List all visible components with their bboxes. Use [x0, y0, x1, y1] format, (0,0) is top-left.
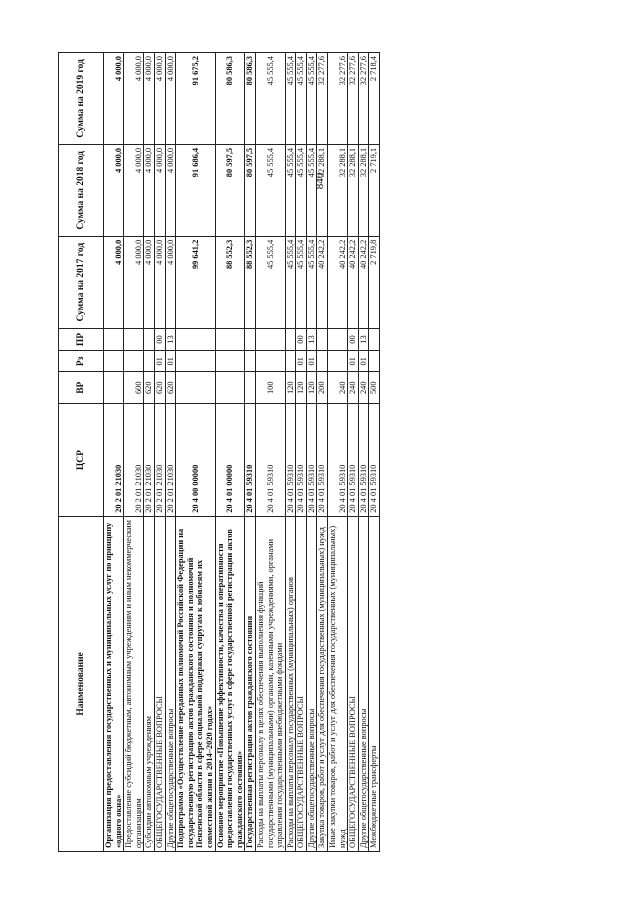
row-rz	[317, 351, 328, 372]
row-sum-2018: 32 288,1	[348, 144, 359, 236]
row-sum-2018: 32 288,1	[317, 144, 328, 236]
row-rz	[245, 351, 256, 372]
row-csr: 20 4 01 59310	[306, 404, 317, 517]
row-name: Иные закупки товаров, работ и услуг для обеспечения государственных (муниципальных) нужд	[328, 516, 348, 851]
row-sum-2017: 45 555,4	[296, 236, 307, 328]
row-sum-2017: 2 719,8	[369, 236, 380, 328]
row-csr: 20 2 01 21030	[165, 404, 176, 517]
row-pr	[317, 328, 328, 351]
row-rz	[369, 351, 380, 372]
table-row	[255, 53, 285, 852]
row-pr	[176, 328, 215, 351]
row-pr: 00	[348, 328, 359, 351]
row-vr: 120	[285, 372, 296, 404]
row-vr: 600	[124, 372, 144, 404]
row-pr	[255, 328, 285, 351]
table-row	[358, 53, 369, 852]
row-pr: 13	[165, 328, 176, 351]
row-rz	[104, 351, 124, 372]
table-row	[245, 53, 256, 852]
row-sum-2019: 32 277,6	[317, 53, 328, 145]
row-rz: 01	[358, 351, 369, 372]
row-pr	[328, 328, 348, 351]
row-name: Подпрограмма «Осуществление переданных полномочий Российской Федерации на государственную регистрацию актов гражданского состояния и полномочий Пензенской области в сфере социальной поддержки супругам к юбилеям их совместной жизни в 2014–2020 годах»	[176, 516, 215, 851]
row-sum-2019: 45 555,4	[255, 53, 285, 145]
row-rz	[215, 351, 245, 372]
row-sum-2019: 32 277,6	[328, 53, 348, 145]
row-sum-2017: 45 555,4	[306, 236, 317, 328]
row-sum-2017: 45 555,4	[285, 236, 296, 328]
row-csr: 20 4 01 59310	[369, 404, 380, 517]
row-name: Субсидии автономным учреждениям	[144, 516, 155, 851]
row-sum-2018: 32 288,1	[328, 144, 348, 236]
row-pr	[245, 328, 256, 351]
row-sum-2017: 4 000,0	[124, 236, 144, 328]
row-sum-2019: 91 675,2	[176, 53, 215, 145]
row-sum-2017: 4 000,0	[165, 236, 176, 328]
row-sum-2019: 45 555,4	[285, 53, 296, 145]
row-sum-2018: 4 000,0	[104, 144, 124, 236]
row-sum-2017: 88 552,3	[245, 236, 256, 328]
row-vr: 240	[348, 372, 359, 404]
table-row	[317, 53, 328, 852]
row-sum-2018: 80 597,5	[215, 144, 245, 236]
row-csr: 20 4 01 59310	[285, 404, 296, 517]
row-vr	[104, 372, 124, 404]
row-rz	[144, 351, 155, 372]
row-rz: 01	[306, 351, 317, 372]
row-sum-2019: 45 555,4	[306, 53, 317, 145]
row-csr: 20 4 01 59310	[348, 404, 359, 517]
table-row	[285, 53, 296, 852]
table-header-row	[59, 53, 104, 852]
row-vr	[215, 372, 245, 404]
row-sum-2018: 91 686,4	[176, 144, 215, 236]
row-pr	[369, 328, 380, 351]
row-sum-2018: 45 555,4	[306, 144, 317, 236]
table-row	[176, 53, 215, 852]
row-vr: 240	[328, 372, 348, 404]
header-name: Наименование	[59, 516, 104, 851]
row-sum-2019: 32 277,6	[358, 53, 369, 145]
row-pr: 13	[358, 328, 369, 351]
row-sum-2018: 32 288,1	[358, 144, 369, 236]
page-number: 840	[314, 172, 326, 190]
row-vr: 620	[154, 372, 165, 404]
table-row	[328, 53, 348, 852]
row-name: ОБЩЕГОСУДАРСТВЕННЫЕ ВОПРОСЫ	[154, 516, 165, 851]
row-vr	[245, 372, 256, 404]
row-name: Расходы на выплаты персоналу в целях обеспечения выполнения функций государственными (муниципальными) органами, казенными учреждениями, органами управления государственными внебюджетными фондами	[255, 516, 285, 851]
row-rz: 01	[296, 351, 307, 372]
row-csr: 20 2 01 21030	[124, 404, 144, 517]
row-sum-2018: 45 555,4	[285, 144, 296, 236]
row-sum-2019: 80 586,3	[245, 53, 256, 145]
row-rz: 01	[165, 351, 176, 372]
row-vr: 100	[255, 372, 285, 404]
row-csr: 20 4 01 59310	[296, 404, 307, 517]
header-sum-2018: Сумма на 2018 год	[59, 144, 104, 236]
row-vr: 240	[358, 372, 369, 404]
row-pr: 13	[306, 328, 317, 351]
row-rz: 01	[154, 351, 165, 372]
header-pr: ПР	[59, 328, 104, 351]
row-sum-2017: 45 555,4	[255, 236, 285, 328]
table-row	[104, 53, 124, 852]
row-vr: 120	[296, 372, 307, 404]
row-rz	[124, 351, 144, 372]
row-sum-2019: 4 000,0	[124, 53, 144, 145]
row-pr: 00	[154, 328, 165, 351]
row-name: Расходы на выплаты персоналу государственных (муниципальных) органов	[285, 516, 296, 851]
row-vr: 120	[306, 372, 317, 404]
row-sum-2017: 40 242,2	[328, 236, 348, 328]
row-csr: 20 4 01 59310	[317, 404, 328, 517]
row-pr	[124, 328, 144, 351]
row-csr: 20 4 01 59310	[328, 404, 348, 517]
row-sum-2017: 4 000,0	[144, 236, 155, 328]
row-csr: 20 2 01 21030	[144, 404, 155, 517]
row-csr: 20 2 01 21030	[104, 404, 124, 517]
row-sum-2019: 80 586,3	[215, 53, 245, 145]
row-sum-2018: 80 597,5	[245, 144, 256, 236]
row-vr	[176, 372, 215, 404]
table-row	[154, 53, 165, 852]
row-sum-2017: 4 000,0	[104, 236, 124, 328]
row-name: Другие общегосударственные вопросы	[358, 516, 369, 851]
row-sum-2018: 45 555,4	[255, 144, 285, 236]
table-row	[215, 53, 245, 852]
row-sum-2017: 88 552,3	[215, 236, 245, 328]
table-row	[165, 53, 176, 852]
row-sum-2018: 4 000,0	[144, 144, 155, 236]
row-csr: 20 4 01 59310	[358, 404, 369, 517]
row-sum-2017: 40 242,2	[317, 236, 328, 328]
row-sum-2019: 4 000,0	[104, 53, 124, 145]
row-sum-2019: 2 718,4	[369, 53, 380, 145]
header-sum-2019: Сумма на 2019 год	[59, 53, 104, 145]
row-rz	[285, 351, 296, 372]
table-row	[369, 53, 380, 852]
row-csr: 20 4 01 59310	[255, 404, 285, 517]
table-row	[144, 53, 155, 852]
row-sum-2017: 40 242,2	[348, 236, 359, 328]
row-rz	[255, 351, 285, 372]
budget-table	[58, 52, 380, 852]
row-name: ОБЩЕГОСУДАРСТВЕННЫЕ ВОПРОСЫ	[348, 516, 359, 851]
row-pr	[104, 328, 124, 351]
row-sum-2018: 4 000,0	[165, 144, 176, 236]
row-csr: 20 2 01 21030	[154, 404, 165, 517]
table-row	[124, 53, 144, 852]
row-sum-2019: 45 555,4	[296, 53, 307, 145]
row-vr: 200	[317, 372, 328, 404]
row-vr: 620	[165, 372, 176, 404]
table-row	[296, 53, 307, 852]
row-name: Другие общегосударственные вопросы	[306, 516, 317, 851]
row-csr: 20 4 01 00000	[215, 404, 245, 517]
row-sum-2019: 32 277,6	[348, 53, 359, 145]
row-sum-2017: 99 641,2	[176, 236, 215, 328]
budget-table-container	[58, 52, 598, 852]
row-name: Закупка товаров, работ и услуг для обеспечения государственных (муниципальных) нужд	[317, 516, 328, 851]
row-pr	[215, 328, 245, 351]
row-name: Основное мероприятие «Повышение эффективности, качества и оперативности предоставления государственных услуг в сфере государственной регистрации актов гражданского состояния»	[215, 516, 245, 851]
header-sum-2017: Сумма на 2017 год	[59, 236, 104, 328]
row-pr	[144, 328, 155, 351]
table-row	[348, 53, 359, 852]
row-name: Межбюджетные трансферты	[369, 516, 380, 851]
row-csr: 20 4 01 59310	[245, 404, 256, 517]
row-sum-2017: 4 000,0	[154, 236, 165, 328]
row-name: ОБЩЕГОСУДАРСТВЕННЫЕ ВОПРОСЫ	[296, 516, 307, 851]
row-pr	[285, 328, 296, 351]
row-rz	[176, 351, 215, 372]
header-rz: Рз	[59, 351, 104, 372]
header-vr: ВР	[59, 372, 104, 404]
row-sum-2017: 40 242,2	[358, 236, 369, 328]
row-sum-2018: 45 555,4	[296, 144, 307, 236]
row-rz	[328, 351, 348, 372]
row-vr: 500	[369, 372, 380, 404]
table-row	[306, 53, 317, 852]
row-name: Другие общегосударственные вопросы	[165, 516, 176, 851]
row-rz: 01	[348, 351, 359, 372]
row-sum-2019: 4 000,0	[165, 53, 176, 145]
row-sum-2019: 4 000,0	[144, 53, 155, 145]
row-name: Предоставление субсидий бюджетным, автономным учреждениям и иным некоммерческим организациям	[124, 516, 144, 851]
row-sum-2018: 4 000,0	[124, 144, 144, 236]
row-name: Государственная регистрация актов гражданского состояния	[245, 516, 256, 851]
header-csr: ЦСР	[59, 404, 104, 517]
row-name: Организация предоставления государственных и муниципальных услуг по принципу «одного окна»	[104, 516, 124, 851]
row-csr: 20 4 00 00000	[176, 404, 215, 517]
row-sum-2018: 2 719,1	[369, 144, 380, 236]
row-pr: 00	[296, 328, 307, 351]
row-sum-2018: 4 000,0	[154, 144, 165, 236]
row-vr: 620	[144, 372, 155, 404]
row-sum-2019: 4 000,0	[154, 53, 165, 145]
